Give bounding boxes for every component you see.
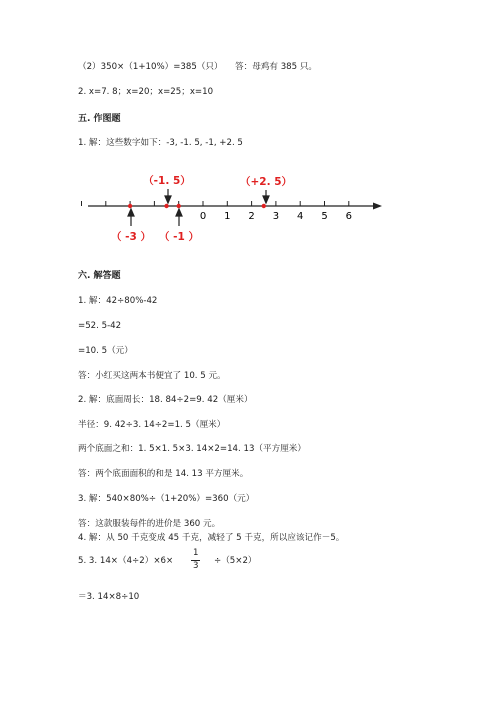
solution-5-step-1-left: 5. 3. 14×（4÷2）×6× xyxy=(78,556,174,566)
arrow-head-neg-3 xyxy=(128,209,134,216)
label-neg-1-5: （-1. 5） xyxy=(143,175,191,187)
section-heading-6: 六. 解答题 xyxy=(78,271,121,281)
number-point xyxy=(262,204,266,208)
label-neg-1: （ -1 ） xyxy=(159,231,199,243)
solution-2-step-1: 2. 解：底面周长：18. 84÷2=9. 42（厘米） xyxy=(78,395,253,405)
number-point xyxy=(164,204,168,208)
answer-line-1a: （2）350×（1+10%）=385（只） xyxy=(78,62,223,72)
number-point xyxy=(177,204,181,208)
label-pos-2-5: （+2. 5） xyxy=(239,176,293,188)
tick-label: 2 xyxy=(248,211,255,222)
section-heading-5: 五. 作图题 xyxy=(78,114,121,124)
arrow-head-neg-1 xyxy=(176,209,182,216)
fraction-denominator: 3 xyxy=(193,561,199,571)
solution-2-step-2: 半径：9. 42÷3. 14÷2=1. 5（厘米） xyxy=(78,420,226,430)
solution-5-step-1-right: ÷（5×2） xyxy=(214,556,257,566)
arrow-head-neg-1-5 xyxy=(165,196,171,203)
solution-3-step-1: 3. 解：540×80%÷（1+20%）=360（元） xyxy=(78,494,255,504)
answer-line-3: 1. 解：这些数字如下：-3, -1. 5, -1, +2. 5 xyxy=(78,138,243,148)
number-line-figure xyxy=(0,0,500,260)
solution-1-answer: 答：小红买这两本书便宜了 10. 5 元。 xyxy=(78,371,226,381)
solution-4: 4. 解：从 50 千克变成 45 千克，减轻了 5 千克，所以应该记作－5。 xyxy=(78,533,345,543)
tick-label: 6 xyxy=(345,211,352,222)
fraction-numerator: 1 xyxy=(193,548,199,558)
tick-label: 1 xyxy=(224,211,231,222)
answer-line-2: 2. x=7. 8；x=20；x=25；x=10 xyxy=(78,87,214,97)
answer-line-1b: 答：母鸡有 385 只。 xyxy=(235,62,318,72)
arrow-head-pos-2-5 xyxy=(263,196,269,203)
tick-label: 0 xyxy=(199,211,207,222)
solution-2-answer: 答：两个底面面积的和是 14. 13 平方厘米。 xyxy=(78,469,249,479)
tick-label: 3 xyxy=(272,211,280,222)
solution-3-answer: 答：这款服装每件的进价是 360 元。 xyxy=(78,519,221,529)
solution-1-step-3: =10. 5（元） xyxy=(78,346,133,356)
number-point xyxy=(128,204,132,208)
solution-2-step-3: 两个底面之和：1. 5×1. 5×3. 14×2=14. 13（平方厘米） xyxy=(78,444,306,454)
solution-1-step-1: 1. 解：42÷80%-42 xyxy=(78,296,158,306)
tick-label: 5 xyxy=(321,211,328,222)
solution-5-step-2: ＝3. 14×8÷10 xyxy=(78,592,140,602)
label-neg-3: （ -3 ） xyxy=(111,231,151,243)
tick-label: 4 xyxy=(297,211,304,222)
solution-1-step-2: =52. 5-42 xyxy=(78,321,122,331)
axis-arrow-head xyxy=(373,203,382,210)
